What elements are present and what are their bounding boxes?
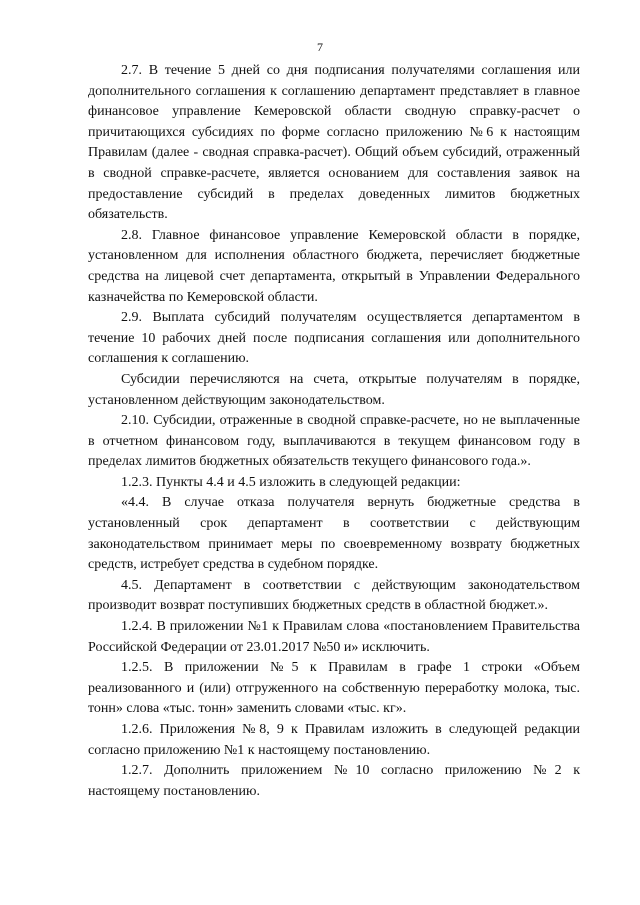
paragraph-4-4: «4.4. В случае отказа получателя вернуть бюджетные средства в установленный срок департамент в соответствии с действующим законодательством принимает меры по своевременному возврату бюджетных средств, истребует средства в судебном порядке. <box>88 495 580 573</box>
paragraph-subsidies-transfer: Субсидии перечисляются на счета, открытые получателям в порядке, установленном действующим законодательством. <box>88 371 580 408</box>
paragraph-2-7: 2.7. В течение 5 дней со дня подписания получателями соглашения или дополнительного соглашения к соглашению департамент представляет в главное финансовое управление Кемеровской области сводную справку-расчет о причитающихся субсидиях по форме согласно приложению №6 к настоящим Правилам (далее - сводная справка-расчет). Общий объем субсидий, отраженный в сводной справке-расчете, является основанием для составления заявок на предоставление субсидий в пределах доведенных лимитов бюджетных обязательств. <box>88 63 580 223</box>
paragraph-1-2-4: 1.2.4. В приложении №1 к Правилам слова «постановлением Правительства Российской Федерации от 23.01.2017 №50 и» исключить. <box>88 619 580 655</box>
paragraph-4-5: 4.5. Департамент в соответствии с действующим законодательством производит возврат поступивших бюджетных средств в областной бюджет.». <box>88 577 580 614</box>
paragraph-2-8: 2.8. Главное финансовое управление Кемеровской области в порядке, установленном для исполнения областного бюджета, перечисляет бюджетные средства на лицевой счет департамента, открытый в Управлении Федерального казначейства по Кемеровской области. <box>88 227 580 305</box>
paragraph-2-9: 2.9. Выплата субсидий получателям осуществляется департаментом в течение 10 рабочих дней после подписания соглашения или дополнительного соглашения к соглашению. <box>88 310 580 367</box>
paragraph-1-2-3: 1.2.3. Пункты 4.4 и 4.5 изложить в следующей редакции: <box>121 474 461 490</box>
paragraph-1-2-7: 1.2.7. Дополнить приложением №10 согласно приложению №2 к настоящему постановлению. <box>88 763 580 799</box>
paragraph-2-10: 2.10. Субсидии, отраженные в сводной справке-расчете, но не выплаченные в отчетном финансовом году, выплачиваются в текущем финансовом году в пределах лимитов бюджетных обязательств текущего финансового года.». <box>88 413 580 470</box>
paragraph-1-2-5: 1.2.5. В приложении №5 к Правилам в графе 1 строки «Объем реализованного и (или) отгруженного на собственную переработку молока, тыс. тонн» слова «тыс. тонн» заменить словами «тыс. кг». <box>88 660 580 717</box>
paragraph-1-2-6: 1.2.6. Приложения №8, 9 к Правилам изложить в следующей редакции согласно приложению №1 к настоящему постановлению. <box>88 722 580 758</box>
document-body <box>88 61 580 802</box>
page-number: 7 <box>317 40 323 54</box>
